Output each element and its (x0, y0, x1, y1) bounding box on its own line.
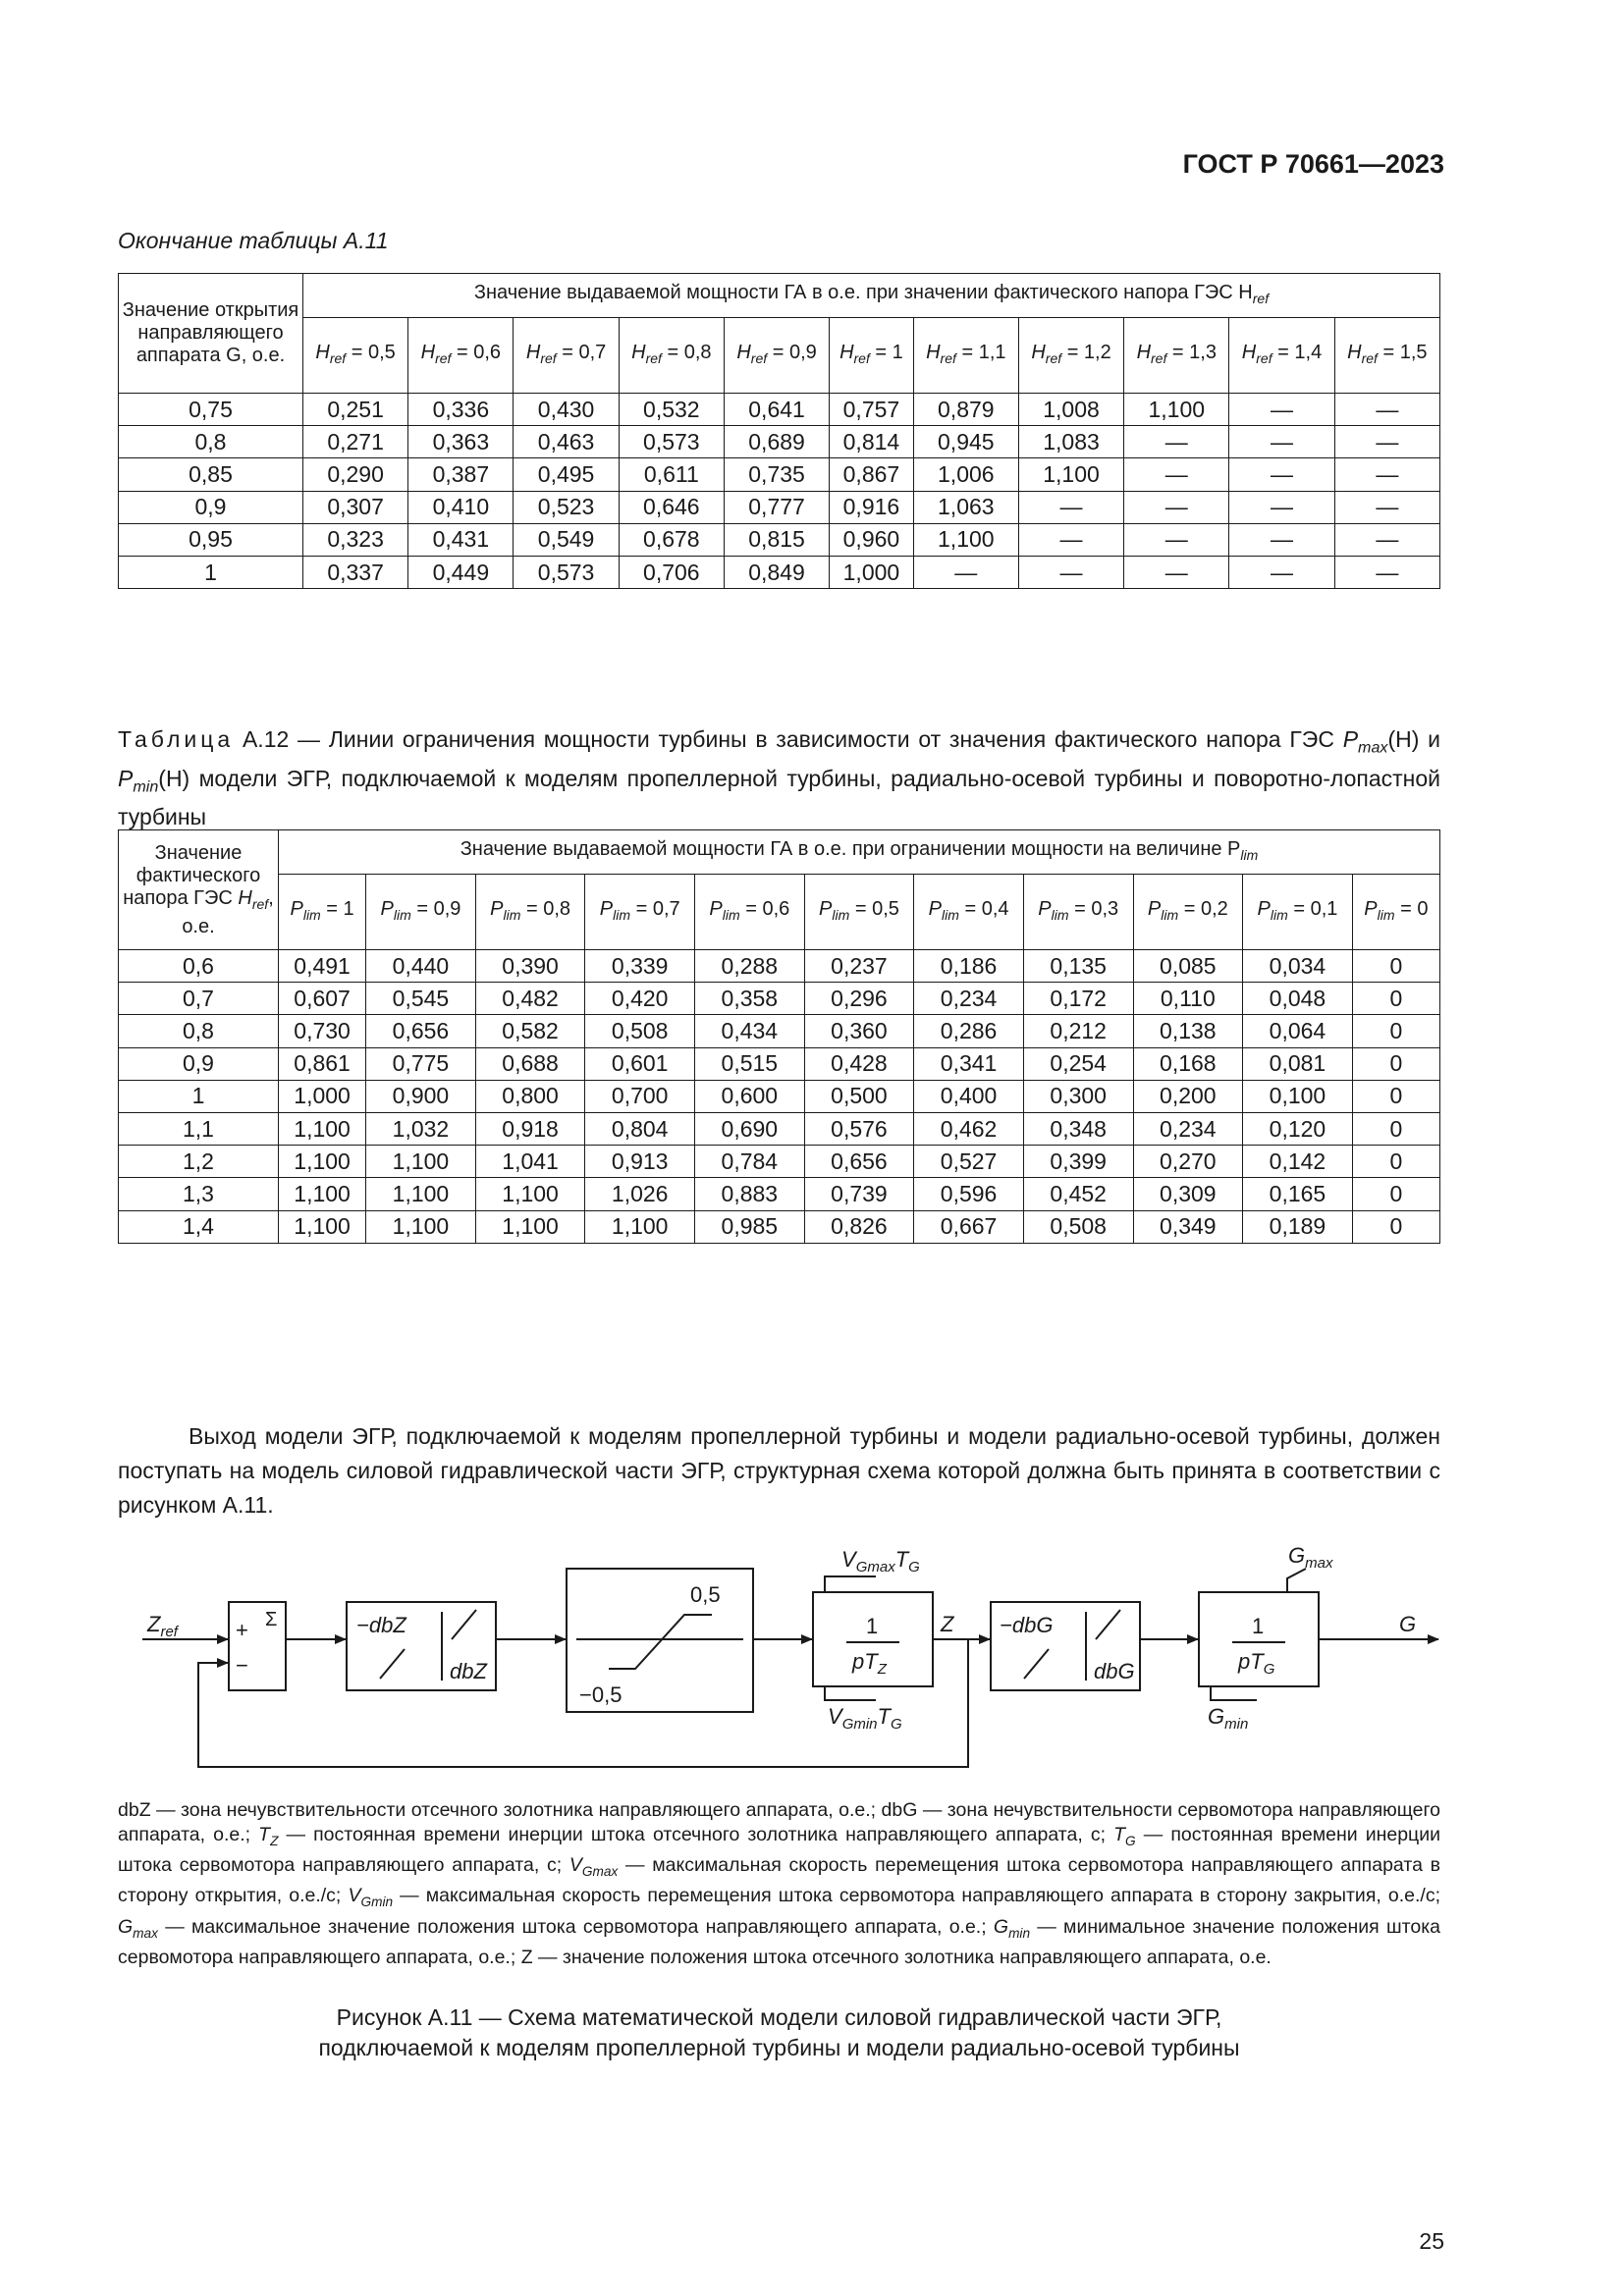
table-cell: 0,400 (914, 1080, 1024, 1112)
table-cell: 1,100 (1018, 458, 1123, 491)
vgmax-tg-label: $V_{Gmax}T_G$ (841, 1547, 920, 1575)
table-cell: 0,600 (695, 1080, 805, 1112)
table-cell: 0,545 (366, 983, 476, 1015)
table-cell: 1,100 (279, 1146, 366, 1178)
table-cell: 0,034 (1243, 950, 1353, 983)
table-cell: — (1124, 426, 1229, 458)
table-cell: 0 (1352, 1210, 1439, 1243)
table-cell: 0,186 (914, 950, 1024, 983)
table-a12-row-header (119, 830, 279, 950)
table-cell: 0,596 (914, 1178, 1024, 1210)
deadzone-g-slash-right (1096, 1610, 1120, 1639)
table-cell: 1,000 (830, 556, 914, 588)
table-cell: 0,826 (804, 1210, 914, 1243)
table-cell: — (1018, 523, 1123, 556)
integrator-g-lower-limit (1211, 1686, 1257, 1700)
body-paragraph-text: Выход модели ЭГР, подключаемой к моделям пропеллерной турбины и модели радиально-осевой турбины, должен поступать на модель силовой гидравлической части ЭГР, структурная схема которой должна быть принята в соответствии с рисунком А.11. (118, 1423, 1440, 1518)
table-row (119, 1178, 1440, 1210)
minus-sign: − (236, 1653, 248, 1678)
table-a12-row-label: 1,3 (119, 1178, 279, 1210)
table-cell: 0,339 (585, 950, 695, 983)
deadzone-z-neg-label: −dbZ (356, 1613, 406, 1637)
table-a11-col-header: $H_{ref} = 1,2$ (1018, 318, 1123, 394)
table-a11-group-header-text: Значение выдаваемой мощности ГА в о.е. при значении фактического напора ГЭС H (473, 281, 1253, 303)
table-cell: 0,237 (804, 950, 914, 983)
table-continuation-label: Окончание таблицы А.11 (118, 228, 389, 253)
saturation-lower-label: −0,5 (579, 1682, 623, 1707)
table-a12-group-header-sub: lim (1240, 846, 1259, 863)
table-cell: 0,431 (408, 523, 514, 556)
table-row (119, 426, 1440, 458)
table-row (119, 491, 1440, 523)
integrator-g-numerator: 1 (1252, 1614, 1265, 1638)
table-cell: 0,449 (408, 556, 514, 588)
table-cell: — (1334, 556, 1439, 588)
table-a12-row-label: 0,9 (119, 1047, 279, 1080)
table-cell: 0 (1352, 1015, 1439, 1047)
table-cell: 0,706 (619, 556, 724, 588)
table-cell: 0,688 (475, 1047, 585, 1080)
table-a11-row-label: 0,8 (119, 426, 303, 458)
table-row (119, 983, 1440, 1015)
table-cell: 0,363 (408, 426, 514, 458)
table-a12-col-header: $P_{lim} = 0,6$ (695, 875, 805, 950)
table-a11-row-header (119, 274, 303, 394)
table-a12-group-header-text: Значение выдаваемой мощности ГА в о.е. при ограничении мощности на величине P (460, 837, 1241, 860)
table-cell: 0,945 (913, 426, 1018, 458)
table-cell: 0,200 (1133, 1080, 1243, 1112)
table-a12-col-header: $P_{lim} = 0,3$ (1023, 875, 1133, 950)
table-cell: 1,000 (279, 1080, 366, 1112)
input-label: $Z_{ref}$ (147, 1612, 178, 1640)
table-cell: 0,482 (475, 983, 585, 1015)
table-cell: 0,532 (619, 394, 724, 426)
table-cell: 0,251 (303, 394, 408, 426)
table-cell: 0,110 (1133, 983, 1243, 1015)
table-cell: — (1124, 556, 1229, 588)
table-cell: 0 (1352, 983, 1439, 1015)
table-cell: 0,172 (1023, 983, 1133, 1015)
table-cell: 1,100 (366, 1210, 476, 1243)
table-cell: 0,428 (804, 1047, 914, 1080)
table-cell: 0,410 (408, 491, 514, 523)
table-a11-col-header: $H_{ref} = 1,4$ (1229, 318, 1334, 394)
table-cell: 0,296 (804, 983, 914, 1015)
table-cell: 0,168 (1133, 1047, 1243, 1080)
table-cell: 0,420 (585, 983, 695, 1015)
table-cell: 1,008 (1018, 394, 1123, 426)
table-cell: 0,775 (366, 1047, 476, 1080)
table-cell: — (1334, 458, 1439, 491)
table-cell: 1,100 (279, 1210, 366, 1243)
table-cell: 0,270 (1133, 1146, 1243, 1178)
table-a12 (118, 829, 1440, 1244)
figure-caption-line-1: Рисунок А.11 — Схема математической модели силовой гидравлической части ЭГР, (336, 2004, 1222, 2030)
table-cell: 1,006 (913, 458, 1018, 491)
deadzone-z-pos-label: dbZ (450, 1659, 487, 1683)
table-a12-caption-label: Таблица (118, 726, 235, 752)
table-a12-col-header: $P_{lim} = 0$ (1352, 875, 1439, 950)
table-cell: 0,495 (514, 458, 619, 491)
table-a12-row-label: 0,6 (119, 950, 279, 983)
table-cell: 1,100 (366, 1178, 476, 1210)
integrator-z-lower-limit (825, 1686, 876, 1700)
integrator-z-upper-limit (825, 1576, 876, 1592)
saturation-upper-label: 0,5 (690, 1582, 721, 1607)
table-cell: 0,730 (279, 1015, 366, 1047)
table-cell: 1,100 (279, 1178, 366, 1210)
table-cell: 0,573 (619, 426, 724, 458)
table-cell: 0,549 (514, 523, 619, 556)
table-row (119, 1112, 1440, 1145)
table-a11-row-label: 0,85 (119, 458, 303, 491)
table-a12-row-label: 1,1 (119, 1112, 279, 1145)
table-cell: 0,120 (1243, 1112, 1353, 1145)
table-cell: 0,349 (1133, 1210, 1243, 1243)
table-a12-caption (118, 724, 1440, 832)
table-cell: 0,735 (724, 458, 829, 491)
table-cell: 0,800 (475, 1080, 585, 1112)
z-signal-label: Z (941, 1612, 954, 1636)
table-cell: 0,286 (914, 1015, 1024, 1047)
integrator-z-denominator: $pT_Z$ (852, 1649, 887, 1678)
table-cell: 0,667 (914, 1210, 1024, 1243)
vgmin-tg-label: $V_{Gmin}T_G$ (828, 1704, 902, 1733)
table-cell: 0,515 (695, 1047, 805, 1080)
saturation-curve (609, 1615, 712, 1669)
table-cell: 0 (1352, 1047, 1439, 1080)
table-cell: 0,390 (475, 950, 585, 983)
table-cell: 0,307 (303, 491, 408, 523)
deadzone-z-slash-right (452, 1610, 476, 1639)
table-row (119, 556, 1440, 588)
table-a12-row-label: 1 (119, 1080, 279, 1112)
table-cell: 0,815 (724, 523, 829, 556)
table-cell: 0,336 (408, 394, 514, 426)
table-cell: 1,100 (475, 1178, 585, 1210)
table-cell: — (1124, 491, 1229, 523)
table-cell: 0,234 (1133, 1112, 1243, 1145)
table-cell: 0,323 (303, 523, 408, 556)
table-cell: 0,527 (914, 1146, 1024, 1178)
table-cell: 0,100 (1243, 1080, 1353, 1112)
table-cell: 0 (1352, 1080, 1439, 1112)
table-cell: 0 (1352, 1178, 1439, 1210)
table-cell: — (1334, 523, 1439, 556)
table-cell: 1,026 (585, 1178, 695, 1210)
table-cell: 0,341 (914, 1047, 1024, 1080)
table-cell: 0,641 (724, 394, 829, 426)
table-cell: 0,611 (619, 458, 724, 491)
table-cell: 0 (1352, 1146, 1439, 1178)
table-cell: 1,100 (1124, 394, 1229, 426)
table-row (119, 523, 1440, 556)
table-cell: 0,290 (303, 458, 408, 491)
table-a11-col-header: $H_{ref} = 0,6$ (408, 318, 514, 394)
table-a12-col-header: $P_{lim} = 1$ (279, 875, 366, 950)
table-a11-row-label: 1 (119, 556, 303, 588)
table-cell: 0,656 (366, 1015, 476, 1047)
table-cell: 1,100 (475, 1210, 585, 1243)
table-a11-group-header (303, 274, 1440, 318)
table-cell: 0 (1352, 1112, 1439, 1145)
table-cell: 0,138 (1133, 1015, 1243, 1047)
table-cell: 1,100 (366, 1146, 476, 1178)
figure-caption-line-2: подключаемой к моделям пропеллерной турбины и модели радиально-осевой турбины (318, 2035, 1240, 2060)
table-cell: 0,916 (830, 491, 914, 523)
table-cell: 0,212 (1023, 1015, 1133, 1047)
table-cell: 0,430 (514, 394, 619, 426)
table-cell: 0,777 (724, 491, 829, 523)
table-a12-col-header: $P_{lim} = 0,8$ (475, 875, 585, 950)
table-cell: 0,900 (366, 1080, 476, 1112)
table-cell: 0,085 (1133, 950, 1243, 983)
table-cell: 1,041 (475, 1146, 585, 1178)
table-cell: — (1229, 523, 1334, 556)
table-cell: 0,360 (804, 1015, 914, 1047)
table-cell: 0,861 (279, 1047, 366, 1080)
table-row (119, 950, 1440, 983)
table-cell: 0,814 (830, 426, 914, 458)
table-cell: 0,739 (804, 1178, 914, 1210)
figure-legend: dbZ — зона нечувствительности отсечного золотника направляющего аппарата, о.е.; dbG — зона нечувствительности сервомотора направляющего аппарата, о.е.; $T_Z$ — постоянная времени инерции штока отсечного золотника направляющего аппарата, с; $T_G$ — постоянная времени инерции штока сервомотора направляющего аппарата, с; $V_{Gmax}$ — максимальная скорость перемещения штока сервомотора направляющего аппарата в сторону открытия, о.е./с; $V_{Gmin}$ — максимальная скорость перемещения штока сервомотора направляющего аппарата в сторону закрытия, о.е./с; $G_{max}$ — максимальное значение положения штока сервомотора направляющего аппарата, о.е.; $G_{min}$ — минимальное значение положения штока сервомотора направляющего аппарата, о.е.; Z — значение положения штока отсечного золотника направляющего аппарата, о.е. (118, 1799, 1441, 1969)
table-a11-col-header: $H_{ref} = 0,8$ (619, 318, 724, 394)
table-a12-col-header: $P_{lim} = 0,5$ (804, 875, 914, 950)
table-cell: 0 (1352, 950, 1439, 983)
table-cell: 0,784 (695, 1146, 805, 1178)
table-cell: 0,234 (914, 983, 1024, 1015)
table-cell: 0,135 (1023, 950, 1133, 983)
table-cell: 0,879 (913, 394, 1018, 426)
table-a12-group-header (279, 830, 1440, 875)
table-cell: 0,271 (303, 426, 408, 458)
table-cell: 0,254 (1023, 1047, 1133, 1080)
table-cell: — (1229, 491, 1334, 523)
integrator-g-denominator: $pT_G$ (1238, 1649, 1275, 1678)
table-cell: 0,491 (279, 950, 366, 983)
table-cell: 0,434 (695, 1015, 805, 1047)
plus-sign: + (236, 1618, 248, 1642)
table-cell: 0,573 (514, 556, 619, 588)
table-row (119, 394, 1440, 426)
table-a11-col-header: $H_{ref} = 1,1$ (913, 318, 1018, 394)
table-cell: 1,032 (366, 1112, 476, 1145)
table-a12-col-header: $P_{lim} = 0,4$ (914, 875, 1024, 950)
page-number: 25 (1419, 2228, 1444, 2254)
table-cell: 0,165 (1243, 1178, 1353, 1210)
table-cell: 0,576 (804, 1112, 914, 1145)
table-a12-row-label: 1,2 (119, 1146, 279, 1178)
table-cell: 0,523 (514, 491, 619, 523)
table-cell: 0,678 (619, 523, 724, 556)
table-cell: — (1124, 523, 1229, 556)
table-cell: — (1229, 394, 1334, 426)
table-cell: — (1229, 426, 1334, 458)
table-cell: 0,804 (585, 1112, 695, 1145)
table-cell: 0,918 (475, 1112, 585, 1145)
body-paragraph (118, 1419, 1440, 1522)
table-cell: 0,358 (695, 983, 805, 1015)
table-cell: — (1229, 556, 1334, 588)
table-cell: — (1229, 458, 1334, 491)
table-a11-row-header-text: Значение открытия направляющего аппарата G, о.е. (122, 299, 299, 366)
table-cell: 0,142 (1243, 1146, 1353, 1178)
table-row (119, 458, 1440, 491)
table-cell: 0,300 (1023, 1080, 1133, 1112)
table-cell: 0,689 (724, 426, 829, 458)
table-cell: 0,883 (695, 1178, 805, 1210)
figure-caption (118, 2002, 1440, 2063)
table-cell: 1,063 (913, 491, 1018, 523)
sigma-symbol: Σ (265, 1609, 278, 1630)
table-a12-row-label: 0,8 (119, 1015, 279, 1047)
table-cell: 0,462 (914, 1112, 1024, 1145)
table-cell: 0,081 (1243, 1047, 1353, 1080)
gmin-label: $G_{min}$ (1208, 1704, 1249, 1733)
deadzone-g-neg-label: −dbG (1000, 1613, 1054, 1637)
table-a11-group-header-sub: ref (1252, 290, 1270, 306)
table-cell: 0,508 (1023, 1210, 1133, 1243)
table-cell: 0,867 (830, 458, 914, 491)
table-cell: 0,913 (585, 1146, 695, 1178)
table-cell: — (1334, 491, 1439, 523)
table-a11-col-header: $H_{ref} = 1,3$ (1124, 318, 1229, 394)
table-a11-col-header: $H_{ref} = 0,5$ (303, 318, 408, 394)
table-cell: 0,463 (514, 426, 619, 458)
figure-a11-block-diagram (118, 1541, 1453, 1787)
table-cell: — (1124, 458, 1229, 491)
table-cell: 0,508 (585, 1015, 695, 1047)
table-cell: — (1018, 491, 1123, 523)
table-cell: 1,100 (585, 1210, 695, 1243)
table-cell: 0,500 (804, 1080, 914, 1112)
table-a12-col-header: $P_{lim} = 0,9$ (366, 875, 476, 950)
table-a12-col-header: $P_{lim} = 0,1$ (1243, 875, 1353, 950)
table-cell: — (1018, 556, 1123, 588)
document-standard-code: ГОСТ Р 70661—2023 (1182, 149, 1444, 179)
table-cell: 0,048 (1243, 983, 1353, 1015)
deadzone-z-slash-left (380, 1649, 405, 1679)
table-a11-col-header: $H_{ref} = 0,9$ (724, 318, 829, 394)
table-cell: — (913, 556, 1018, 588)
table-a12-col-header: $P_{lim} = 0,2$ (1133, 875, 1243, 950)
table-cell: 1,083 (1018, 426, 1123, 458)
table-cell: 0,646 (619, 491, 724, 523)
table-cell: 0,656 (804, 1146, 914, 1178)
table-cell: 0,399 (1023, 1146, 1133, 1178)
table-cell: 0,582 (475, 1015, 585, 1047)
integrator-z-numerator: 1 (866, 1614, 879, 1638)
table-row (119, 1210, 1440, 1243)
table-a12-row-header-text: Значение фактического напора ГЭС $H_{ref}$, о.е. (123, 841, 274, 937)
table-a11 (118, 273, 1440, 589)
table-a12-row-label: 0,7 (119, 983, 279, 1015)
table-cell: 1,100 (913, 523, 1018, 556)
table-a12-caption-text: А.12 — Линии ограничения мощности турбины в зависимости от значения фактического напора ГЭС $P_{max}(H)$ и $P_{min}(H)$ модели ЭГР, подключаемой к моделям пропеллерной турбины, радиально-осевой турбины и поворотно-лопастной турбины (118, 726, 1440, 830)
table-row (119, 1047, 1440, 1080)
gmax-label: $G_{max}$ (1288, 1543, 1333, 1572)
table-cell: 0,452 (1023, 1178, 1133, 1210)
table-cell: 0,960 (830, 523, 914, 556)
table-cell: 0,601 (585, 1047, 695, 1080)
table-cell: 0,690 (695, 1112, 805, 1145)
deadzone-g-pos-label: dbG (1094, 1659, 1135, 1683)
table-a11-col-header: $H_{ref} = 0,7$ (514, 318, 619, 394)
table-cell: 0,757 (830, 394, 914, 426)
table-a11-col-header: $H_{ref} = 1,5$ (1334, 318, 1439, 394)
table-a12-col-header: $P_{lim} = 0,7$ (585, 875, 695, 950)
output-label: G (1399, 1612, 1417, 1636)
table-a11-col-header: $H_{ref} = 1$ (830, 318, 914, 394)
table-cell: 0,348 (1023, 1112, 1133, 1145)
table-row (119, 1146, 1440, 1178)
table-row (119, 1015, 1440, 1047)
deadzone-g-slash-left (1024, 1649, 1049, 1679)
table-row (119, 1080, 1440, 1112)
table-cell: 0,387 (408, 458, 514, 491)
table-cell: 0,189 (1243, 1210, 1353, 1243)
table-cell: 0,309 (1133, 1178, 1243, 1210)
table-cell: 0,700 (585, 1080, 695, 1112)
table-cell: 0,607 (279, 983, 366, 1015)
integrator-g-upper-limit (1287, 1569, 1306, 1592)
table-a11-row-label: 0,95 (119, 523, 303, 556)
table-cell: 0,064 (1243, 1015, 1353, 1047)
table-cell: 0,288 (695, 950, 805, 983)
table-cell: 0,337 (303, 556, 408, 588)
table-cell: 0,985 (695, 1210, 805, 1243)
table-a11-row-label: 0,9 (119, 491, 303, 523)
table-cell: — (1334, 426, 1439, 458)
table-cell: 0,849 (724, 556, 829, 588)
table-a11-row-label: 0,75 (119, 394, 303, 426)
table-cell: 1,100 (279, 1112, 366, 1145)
table-a12-row-label: 1,4 (119, 1210, 279, 1243)
table-cell: — (1334, 394, 1439, 426)
table-cell: 0,440 (366, 950, 476, 983)
